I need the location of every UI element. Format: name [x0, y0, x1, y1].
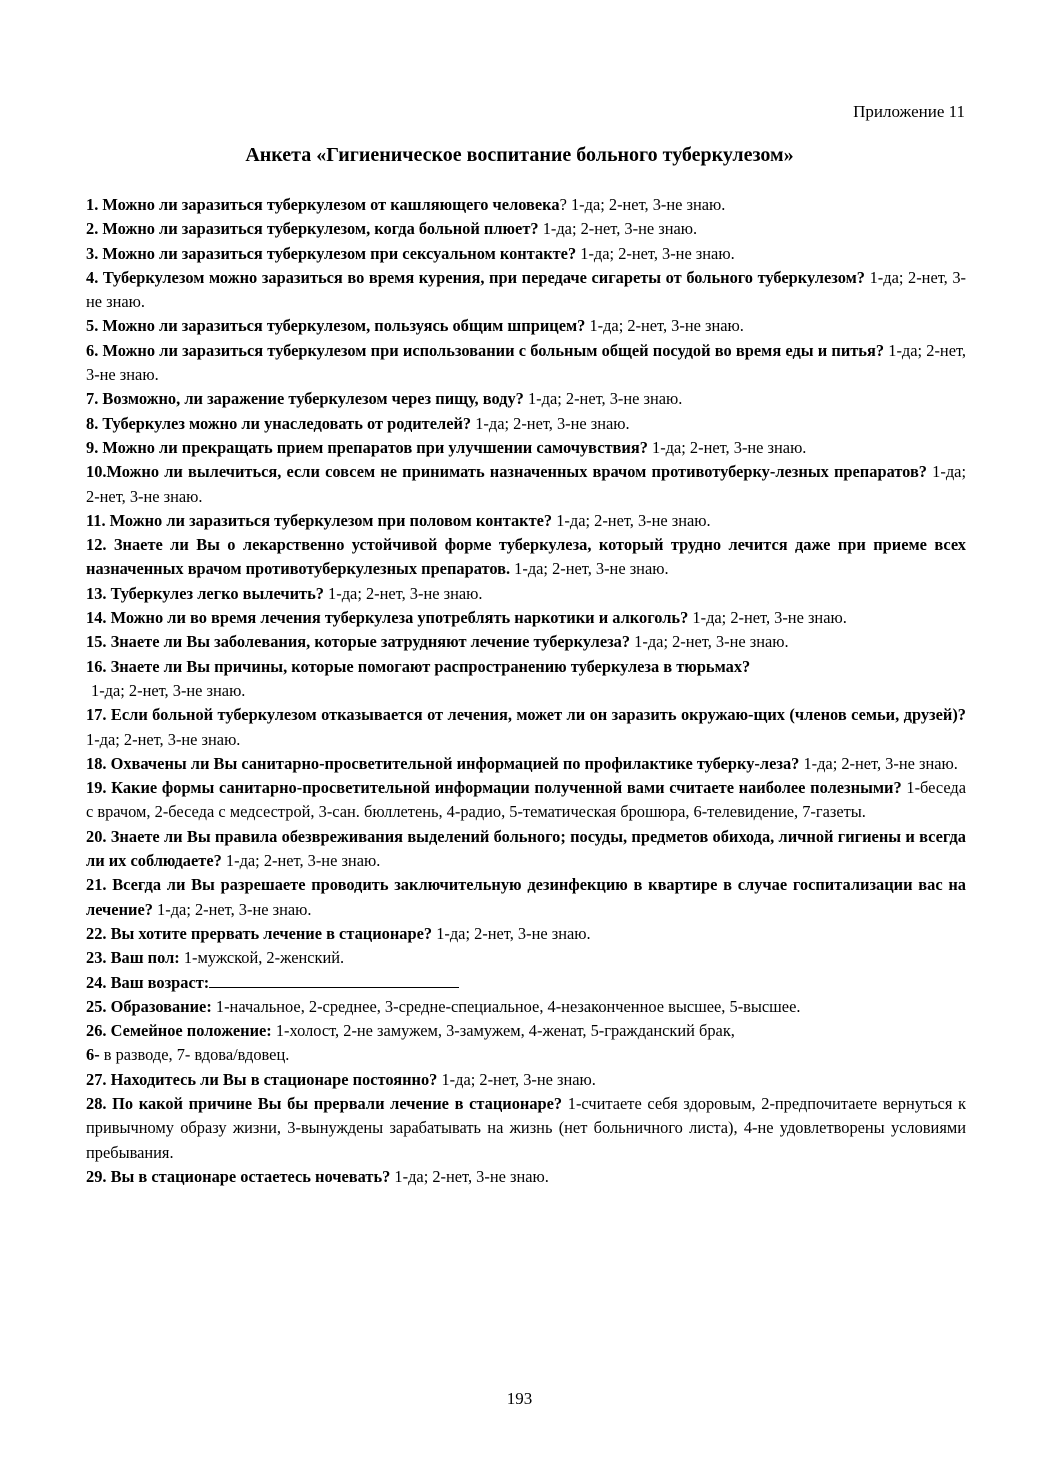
- answer-options: 1-да; 2-нет, 3-не знаю.: [86, 340, 966, 385]
- answer-options: 1-да; 2-нет, 3-не знаю.: [390, 1166, 549, 1186]
- question-text: 15. Знаете ли Вы заболевания, которые затрудняют лечение туберкулеза?: [86, 632, 631, 652]
- answer-options: 1-мужской, 2-женский.: [179, 948, 345, 968]
- question-text: 6. Можно ли заразиться туберкулезом при использовании с больным общей посудой во время еды и питья?: [86, 340, 885, 360]
- question-item: [86, 776, 966, 825]
- question-item: [86, 1019, 966, 1043]
- question-item: [86, 703, 966, 752]
- question-text: 11. Можно ли заразиться туберкулезом при половом контакте?: [86, 510, 553, 530]
- question-item: [86, 314, 966, 338]
- question-text: 26. Семейное положение:: [86, 1021, 272, 1041]
- question-item: [86, 460, 966, 509]
- answer-options: 1-да; 2-нет, 3-не знаю.: [799, 753, 958, 773]
- answer-options: 1-да; 2-нет, 3-не знаю.: [523, 389, 683, 409]
- question-text: 4. Туберкулезом можно заразиться во время курения, при передаче сигареты от больного туберкулезом?: [86, 267, 865, 287]
- question-text: 18. Охвачены ли Вы санитарно-просветительной информацией по профилактике туберку-леза?: [86, 753, 800, 773]
- question-text: 3. Можно ли заразиться туберкулезом при сексуальном контакте?: [86, 243, 577, 263]
- question-item: [86, 606, 966, 630]
- question-text: 8. Туберкулез можно ли унаследовать от родителей?: [86, 413, 472, 433]
- question-text: 16. Знаете ли Вы причины, которые помогают распространению туберкулеза в тюрьмах?: [86, 656, 751, 676]
- question-text: 1. Можно ли заразиться туберкулезом от кашляющего человека: [86, 195, 560, 214]
- question-text: 24. Ваш возраст:: [86, 972, 210, 992]
- question-text: 25. Образование:: [86, 996, 212, 1016]
- answer-options: 1-да; 2-нет, 3-не знаю.: [688, 608, 847, 628]
- answer-options: 1-да; 2-нет, 3-не знаю.: [432, 923, 591, 943]
- question-item: [86, 533, 966, 582]
- question-text: 28. По какой причине Вы бы прервали лечение в стационаре?: [86, 1093, 563, 1113]
- question-item: [86, 1043, 966, 1067]
- question-text: 6-: [86, 1045, 100, 1065]
- answer-options: 1-да; 2-нет, 3-не знаю.: [437, 1069, 596, 1089]
- answer-options: 1-беседа с врачом, 2-беседа с медсестрой, 3-сан. бюллетень, 4-радио, 5-тематическая брошюра, 6-телевидение, 7-газеты.: [86, 778, 966, 822]
- question-item: [86, 995, 966, 1019]
- question-item: [86, 412, 966, 436]
- question-text: 10.Можно ли вылечиться, если совсем не принимать назначенных врачом противотуберку-лезных препаратов?: [86, 462, 928, 482]
- answer-options: 1-да; 2-нет, 3-не знаю.: [86, 729, 241, 749]
- question-item: [86, 630, 966, 654]
- question-text: 29. Вы в стационаре остаетесь ночевать?: [86, 1166, 391, 1186]
- question-text: 12. Знаете ли Вы о лекарственно устойчивой форме туберкулеза, который трудно лечится даже при приеме всех назначенных врачом противотуберкулезных препаратов.: [86, 535, 966, 579]
- answer-options: 1-да; 2-нет, 3-не знаю.: [630, 632, 789, 652]
- question-item: [86, 339, 966, 388]
- question-text: 13. Туберкулез легко вылечить?: [86, 583, 324, 603]
- question-text: 5. Можно ли заразиться туберкулезом, пользуясь общим шприцем?: [86, 316, 586, 336]
- page-number: 193: [506, 1389, 533, 1408]
- answer-options: 1-да; 2-нет, 3-не знаю.: [576, 243, 735, 263]
- question-item: [86, 971, 966, 995]
- answer-options: 1-да; 2-нет, 3-не знаю.: [647, 437, 807, 457]
- question-text: 21. Всегда ли Вы разрешаете проводить заключительную дезинфекцию в квартире в случае госпитализации вас на лечение?: [86, 875, 966, 919]
- question-text: 7. Возможно, ли заражение туберкулезом через пищу, воду?: [86, 389, 524, 409]
- question-item: [86, 387, 966, 411]
- answer-options: 1-да; 2-нет, 3-не знаю.: [323, 583, 483, 603]
- answer-options: 1-да; 2-нет, 3-не знаю.: [152, 899, 312, 919]
- appendix-label: Приложение 11: [853, 102, 965, 121]
- question-item: [86, 752, 966, 776]
- question-item: [86, 242, 966, 266]
- question-item: [86, 946, 966, 970]
- answer-options: в разводе, 7- вдова/вдовец.: [99, 1045, 290, 1065]
- question-item: [86, 825, 966, 874]
- question-item: [86, 1068, 966, 1092]
- answer-options: 1-холост, 2-не замужем, 3-замужем, 4-женат, 5-гражданский брак,: [271, 1021, 735, 1041]
- question-text: 9. Можно ли прекращать прием препаратов при улучшении самочувствия?: [86, 437, 648, 457]
- answer-options: 1-да; 2-нет, 3-не знаю.: [221, 851, 381, 871]
- question-text: 2. Можно ли заразиться туберкулезом, когда больной плюет?: [86, 219, 539, 239]
- question-text: 22. Вы хотите прервать лечение в стационаре?: [86, 923, 433, 943]
- answer-options: 1-да; 2-нет, 3-не знаю.: [510, 559, 669, 579]
- answer-options: 1-да; 2-нет, 3-не знаю.: [91, 680, 246, 700]
- answer-options: 1-считаете себя здоровым, 2-предпочитаете вернуться к привычному образу жизни, 3-вынуждены зарабатывать на жизнь (нет больничного листа), 4-не удовлетворены условиями пребывания.: [86, 1093, 966, 1162]
- question-item: [86, 582, 966, 606]
- questionnaire: [86, 193, 966, 1189]
- question-item: [86, 217, 966, 241]
- question-item: [86, 1092, 966, 1165]
- question-item: [86, 266, 966, 315]
- question-text: 17. Если больной туберкулезом отказывается от лечения, может ли он заразить окружаю-щих (членов семьи, друзей)?: [86, 705, 966, 725]
- age-blank-line: [209, 973, 459, 988]
- page-title: Анкета «Гигиеническое воспитание больного туберкулезом»: [245, 144, 794, 166]
- question-text: 20. Знаете ли Вы правила обезвреживания выделений больного; посуды, предметов обихода, личной гигиены и всегда ли их соблюдаете?: [86, 826, 966, 871]
- question-item: [86, 655, 966, 704]
- answer-options: 1-да; 2-нет, 3-не знаю.: [552, 510, 711, 530]
- answer-options: 1-да; 2-нет, 3-не знаю.: [86, 267, 966, 312]
- question-text: 19. Какие формы санитарно-просветительной информации полученной вами считаете наиболее полезными?: [86, 778, 902, 798]
- question-item: [86, 436, 966, 460]
- question-item: [86, 193, 966, 217]
- question-item: [86, 1165, 966, 1189]
- question-text: 14. Можно ли во время лечения туберкулеза употреблять наркотики и алкоголь?: [86, 608, 689, 628]
- answer-options: 1-начальное, 2-среднее, 3-средне-специальное, 4-незаконченное высшее, 5-высшее.: [211, 996, 801, 1016]
- answer-options: 1-да; 2-нет, 3-не знаю.: [585, 316, 744, 336]
- question-text: 23. Ваш пол:: [86, 948, 180, 968]
- answer-options: 1-да; 2-нет, 3-не знаю.: [471, 413, 630, 433]
- question-item: [86, 509, 966, 533]
- answer-options: ? 1-да; 2-нет, 3-не знаю.: [559, 195, 726, 214]
- question-item: [86, 873, 966, 922]
- question-item: [86, 922, 966, 946]
- answer-options: 1-да; 2-нет, 3-не знаю.: [538, 219, 698, 239]
- answer-options: 1-да; 2-нет, 3-не знаю.: [86, 462, 967, 506]
- question-text: 27. Находитесь ли Вы в стационаре постоянно?: [86, 1069, 438, 1089]
